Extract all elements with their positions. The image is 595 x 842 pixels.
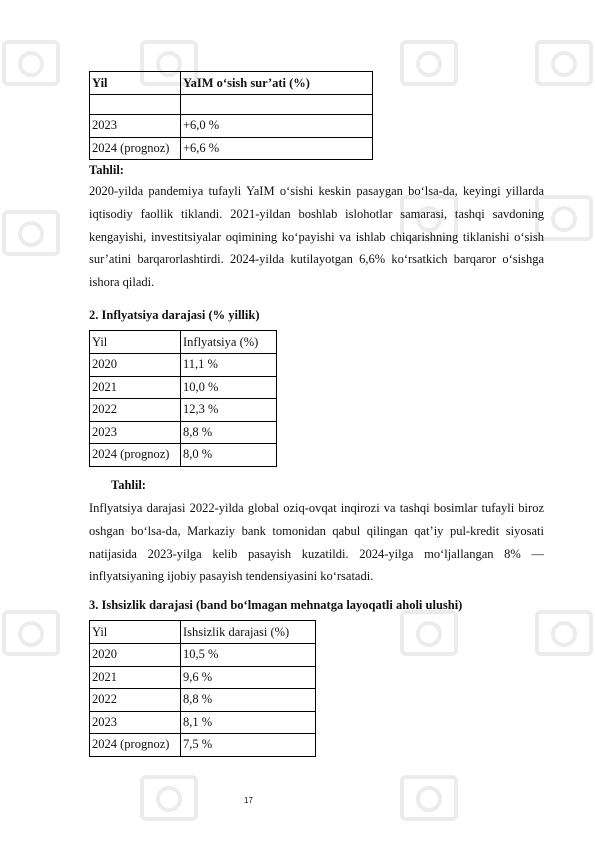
table-cell: +6,6 % — [181, 137, 373, 160]
column-header: YaIM o‘sish sur’ati (%) — [181, 72, 373, 95]
table-cell: 8,1 % — [181, 711, 316, 734]
table-cell: 10,5 % — [181, 644, 316, 667]
watermark-icon — [535, 40, 593, 86]
table-row — [90, 711, 316, 734]
table-cell: 8,0 % — [181, 444, 277, 467]
table-row — [90, 666, 316, 689]
inflation-table — [89, 330, 277, 467]
column-header: Yil — [90, 621, 181, 644]
table-cell: 2023 — [90, 115, 181, 138]
table-cell: 7,5 % — [181, 734, 316, 757]
table-cell: 2023 — [90, 711, 181, 734]
table-cell: 2022 — [90, 689, 181, 712]
table-cell: 2020 — [90, 354, 181, 377]
column-header: Inflyatsiya (%) — [181, 331, 277, 354]
table-cell: 2024 (prognoz) — [90, 734, 181, 757]
watermark-icon — [2, 40, 60, 86]
table-header-row — [90, 72, 373, 95]
table-cell: 9,6 % — [181, 666, 316, 689]
table-row — [90, 399, 277, 422]
table-row — [90, 421, 277, 444]
section-title: 3. Ishsizlik darajasi (band bo‘lmagan mehnatga layoqatli aholi ulushi) — [89, 598, 463, 612]
analysis-heading: Tahlil: — [111, 478, 146, 492]
table-cell: 2021 — [90, 666, 181, 689]
table-header-row — [90, 331, 277, 354]
table-cell: 2024 (prognoz) — [90, 444, 181, 467]
gdp-growth-table — [89, 71, 373, 160]
watermark-icon — [535, 610, 593, 656]
watermark-icon — [400, 610, 458, 656]
watermark-icon — [400, 775, 458, 821]
table-cell — [90, 95, 181, 115]
table-row — [90, 354, 277, 377]
table-row — [90, 376, 277, 399]
analysis-paragraph: 2020-yilda pandemiya tufayli YaIM o‘sishi keskin pasaygan bo‘lsa-da, keyingi yillarda iqtisodiy faollik tiklandi. 2021-yildan boshlab islohotlar samarasi, tashqi savdoning kengayishi, investitsiyalar oqimining ko‘payishi va ishlab chiqarishning tiklanishi o‘sish sur’atini barqarorlashtirdi. 2024-yilda kutilayotgan 6,6% ko‘rsatkich barqaror o‘sishga ishora qiladi. — [89, 184, 544, 290]
column-header: Yil — [90, 331, 181, 354]
table-cell: 10,0 % — [181, 376, 277, 399]
table-cell: +6,0 % — [181, 115, 373, 138]
page-number: 17 — [244, 796, 253, 805]
watermark-icon — [140, 775, 198, 821]
table-cell: 11,1 % — [181, 354, 277, 377]
table-row — [90, 115, 373, 138]
table-header-row — [90, 621, 316, 644]
table-row — [90, 644, 316, 667]
table-cell: 2023 — [90, 421, 181, 444]
table-row — [90, 444, 277, 467]
unemployment-table — [89, 620, 316, 757]
table-cell: 2024 (prognoz) — [90, 137, 181, 160]
column-header: Ishsizlik darajasi (%) — [181, 621, 316, 644]
table-cell: 12,3 % — [181, 399, 277, 422]
analysis-heading: Tahlil: — [89, 163, 124, 177]
table-cell: 2022 — [90, 399, 181, 422]
table-cell: 2021 — [90, 376, 181, 399]
table-row — [90, 689, 316, 712]
table-cell: 8,8 % — [181, 421, 277, 444]
watermark-icon — [2, 210, 60, 256]
column-header: Yil — [90, 72, 181, 95]
section-title: 2. Inflyatsiya darajasi (% yillik) — [89, 308, 260, 322]
table-cell: 8,8 % — [181, 689, 316, 712]
watermark-icon — [2, 610, 60, 656]
table-row — [90, 137, 373, 160]
table-cell: 2020 — [90, 644, 181, 667]
watermark-icon — [400, 40, 458, 86]
table-row — [90, 95, 373, 115]
analysis-paragraph: Inflyatsiya darajasi 2022-yilda global oziq-ovqat inqirozi va tashqi bosimlar tufayli biroz oshgan bo‘lsa-da, Markaziy bank tomonidan qabul qilingan qat’iy pul-kredit siyosati natijasida 2023-yilga kelib pasayish kuzatildi. 2024-yilga mo‘ljallangan 8% — inflyatsiyaning ijobiy pasayish tendensiyasini ko‘rsatadi. — [89, 501, 544, 584]
table-cell — [181, 95, 373, 115]
table-row — [90, 734, 316, 757]
